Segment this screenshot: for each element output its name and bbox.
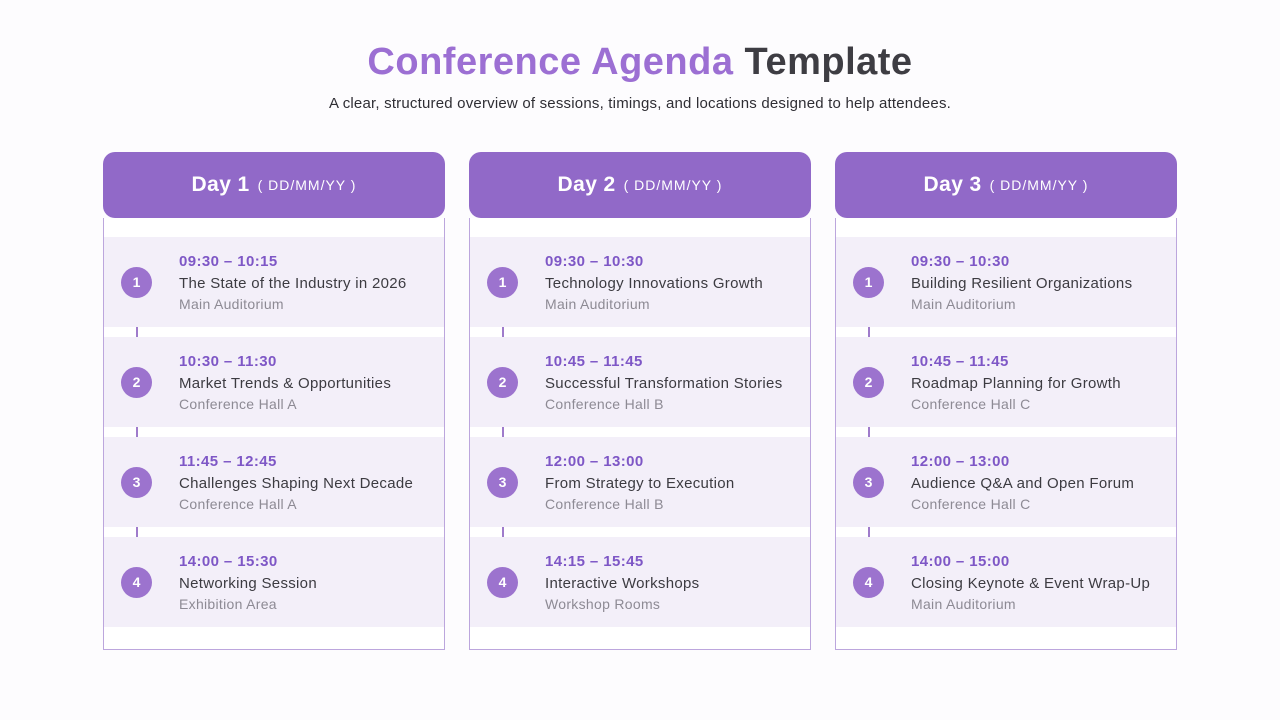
session-location: Workshop Rooms — [545, 595, 661, 612]
session-location: Conference Hall C — [911, 495, 1031, 512]
session-location: Conference Hall A — [179, 395, 297, 412]
session-time: 09:30 – 10:15 — [179, 252, 278, 270]
day-3-date-placeholder: ( DD/MM/YY ) — [989, 177, 1089, 193]
session-number-badge: 2 — [853, 367, 884, 398]
session-location: Exhibition Area — [179, 595, 277, 612]
day-card-2 — [469, 152, 811, 650]
session-number-badge: 1 — [121, 267, 152, 298]
session-time: 14:00 – 15:00 — [911, 552, 1010, 570]
session-location: Conference Hall B — [545, 495, 664, 512]
session-row — [104, 237, 444, 327]
session-text — [545, 453, 735, 512]
session-row — [104, 537, 444, 627]
session-time: 14:15 – 15:45 — [545, 552, 644, 570]
session-text — [545, 253, 763, 312]
day-2-date-placeholder: ( DD/MM/YY ) — [623, 177, 723, 193]
day-card-3 — [835, 152, 1177, 650]
session-row — [104, 437, 444, 527]
day-2-body — [469, 218, 811, 650]
slide-header — [0, 0, 1280, 112]
session-number-badge: 1 — [487, 267, 518, 298]
session-title: Interactive Workshops — [545, 574, 700, 592]
session-time: 12:00 – 13:00 — [911, 452, 1010, 470]
session-number-badge: 2 — [121, 367, 152, 398]
day-1-body — [103, 218, 445, 650]
session-number-badge: 4 — [487, 567, 518, 598]
day-3-label: Day 3 — [923, 173, 982, 196]
day-1-date-placeholder: ( DD/MM/YY ) — [257, 177, 357, 193]
session-number-badge: 2 — [487, 367, 518, 398]
session-row — [836, 337, 1176, 427]
session-number-badge: 3 — [487, 467, 518, 498]
session-time: 14:00 – 15:30 — [179, 552, 278, 570]
session-text — [179, 453, 413, 512]
session-location: Conference Hall B — [545, 395, 664, 412]
session-title: Challenges Shaping Next Decade — [179, 474, 414, 492]
session-text — [179, 553, 317, 612]
session-text — [179, 353, 391, 412]
session-title: Technology Innovations Growth — [545, 274, 763, 292]
page-title-accent: Conference Agenda — [367, 41, 734, 83]
day-2-label: Day 2 — [557, 173, 616, 196]
page-title-rest: Template — [744, 41, 913, 83]
session-title: The State of the Industry in 2026 — [179, 274, 407, 292]
session-time: 12:00 – 13:00 — [545, 452, 644, 470]
session-row — [470, 337, 810, 427]
session-title: Closing Keynote & Event Wrap-Up — [911, 574, 1151, 592]
session-location: Main Auditorium — [545, 295, 650, 312]
session-location: Conference Hall A — [179, 495, 297, 512]
session-number-badge: 4 — [853, 567, 884, 598]
session-title: From Strategy to Execution — [545, 474, 735, 492]
session-location: Main Auditorium — [911, 595, 1016, 612]
day-3-header — [835, 152, 1177, 218]
session-location: Main Auditorium — [911, 295, 1016, 312]
session-time: 09:30 – 10:30 — [911, 252, 1010, 270]
session-title: Building Resilient Organizations — [911, 274, 1133, 292]
session-number-badge: 3 — [853, 467, 884, 498]
session-time: 10:45 – 11:45 — [545, 352, 643, 370]
day-3-body — [835, 218, 1177, 650]
day-1-label: Day 1 — [191, 173, 250, 196]
session-row — [104, 337, 444, 427]
session-row — [470, 437, 810, 527]
day-card-1 — [103, 152, 445, 650]
session-text — [911, 353, 1121, 412]
day-columns — [103, 152, 1178, 650]
session-number-badge: 4 — [121, 567, 152, 598]
session-text — [179, 253, 407, 312]
session-title: Market Trends & Opportunities — [179, 374, 392, 392]
session-title: Successful Transformation Stories — [545, 374, 783, 392]
session-text — [911, 453, 1134, 512]
session-text — [545, 553, 699, 612]
session-row — [470, 237, 810, 327]
session-time: 10:45 – 11:45 — [911, 352, 1009, 370]
session-time: 10:30 – 11:30 — [179, 352, 277, 370]
session-row — [836, 437, 1176, 527]
session-title: Networking Session — [179, 574, 317, 592]
session-text — [911, 553, 1150, 612]
page-title — [0, 40, 1280, 86]
session-row — [470, 537, 810, 627]
session-text — [911, 253, 1132, 312]
day-1-header — [103, 152, 445, 218]
session-row — [836, 537, 1176, 627]
session-text — [545, 353, 783, 412]
session-location: Conference Hall C — [911, 395, 1031, 412]
session-location: Main Auditorium — [179, 295, 284, 312]
session-time: 11:45 – 12:45 — [179, 452, 277, 470]
session-title: Audience Q&A and Open Forum — [911, 474, 1135, 492]
day-2-header — [469, 152, 811, 218]
session-number-badge: 1 — [853, 267, 884, 298]
session-number-badge: 3 — [121, 467, 152, 498]
page-subtitle: A clear, structured overview of sessions, timings, and locations designed to help attendees. — [328, 94, 952, 112]
session-row — [836, 237, 1176, 327]
session-title: Roadmap Planning for Growth — [911, 374, 1121, 392]
session-time: 09:30 – 10:30 — [545, 252, 644, 270]
